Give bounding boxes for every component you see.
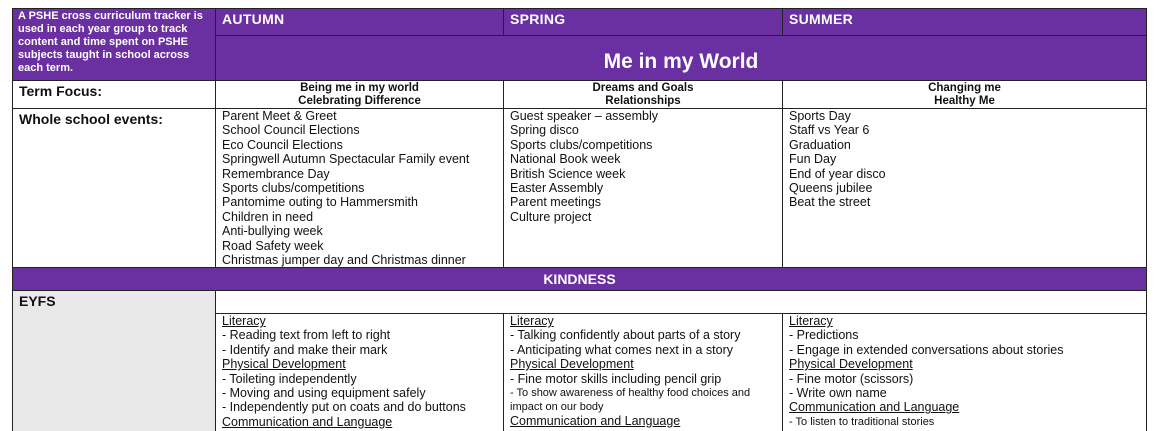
event-item: Pantomime outing to Hammersmith (222, 195, 418, 210)
eyfs-item: - Moving and using equipment safely (222, 386, 426, 401)
focus-line: Healthy Me (934, 95, 995, 107)
event-item: Parent meetings (510, 195, 602, 210)
subject-heading: Physical Development (510, 357, 634, 372)
season-spring: SPRING (504, 8, 783, 35)
intro-text: A PSHE cross curriculum tracker is used in each year group to track content and time spent on PSHE subjects taught in school across each term. (12, 8, 216, 81)
eyfs-item: - Fine motor skills including pencil grip (510, 371, 722, 386)
event-item: End of year disco (789, 166, 886, 181)
event-item: Easter Assembly (510, 181, 604, 196)
event-item: British Science week (510, 166, 626, 181)
term-focus-summer (783, 81, 1147, 109)
subject-heading: Literacy (789, 314, 833, 328)
term-focus-spring (504, 81, 783, 109)
events-spring (504, 109, 783, 268)
kindness-banner: KINDNESS (12, 268, 1147, 291)
subject-heading: Physical Development (789, 357, 913, 372)
eyfs-item: - Write own name (789, 386, 887, 401)
season-summer: SUMMER (783, 8, 1147, 35)
focus-line: Dreams and Goals (592, 82, 694, 94)
event-item: Guest speaker – assembly (510, 109, 658, 123)
event-item: Beat the street (789, 195, 871, 210)
eyfs-blank-row (216, 291, 1147, 314)
event-item: Sports clubs/competitions (222, 181, 365, 196)
events-autumn (216, 109, 504, 268)
focus-line: Celebrating Difference (298, 95, 421, 107)
eyfs-item: - Anticipating what comes next in a story (510, 342, 734, 357)
event-item: Christmas jumper day and Christmas dinner (222, 253, 466, 268)
subject-heading: Literacy (510, 314, 554, 328)
event-item: Children in need (222, 209, 314, 224)
events-summer (783, 109, 1147, 268)
event-item: Fun Day (789, 152, 837, 167)
event-item: Staff vs Year 6 (789, 123, 870, 138)
eyfs-item: - Engage in extended conversations about stories (789, 342, 1064, 357)
events-label: Whole school events: (12, 109, 216, 268)
eyfs-spring (504, 314, 783, 431)
subject-heading: Communication and Language (510, 414, 681, 429)
focus-line: Relationships (605, 95, 681, 107)
subject-heading: Literacy (222, 314, 266, 328)
event-item: Springwell Autumn Spectacular Family event (222, 152, 470, 167)
subject-heading: Physical Development (222, 357, 346, 372)
event-item: Culture project (510, 209, 592, 224)
event-item: Anti-bullying week (222, 224, 323, 239)
eyfs-summer (783, 314, 1147, 431)
event-item: Parent Meet & Greet (222, 109, 337, 123)
event-item: Sports Day (789, 109, 851, 123)
eyfs-item: - Fine motor (scissors) (789, 371, 914, 386)
theme-title: Me in my World (216, 35, 1147, 81)
eyfs-item: - Toileting independently (222, 371, 357, 386)
term-focus-autumn (216, 81, 504, 109)
event-item: Road Safety week (222, 238, 324, 253)
event-item: National Book week (510, 152, 621, 167)
event-item: Remembrance Day (222, 166, 330, 181)
eyfs-item: - Talking confidently about parts of a story (510, 328, 741, 343)
subject-heading: Communication and Language (789, 400, 960, 415)
eyfs-item: - Reading text from left to right (222, 328, 391, 343)
event-item: Queens jubilee (789, 181, 873, 196)
season-autumn: AUTUMN (216, 8, 504, 35)
pshe-tracker-table (12, 8, 1147, 431)
eyfs-item: - Predictions (789, 328, 859, 343)
event-item: Eco Council Elections (222, 137, 343, 152)
term-focus-label: Term Focus: (12, 81, 216, 109)
focus-line: Being me in my world (300, 82, 419, 94)
eyfs-label: EYFS (12, 291, 216, 431)
eyfs-item: - To show awareness of healthy food choices and impact on our body (510, 387, 751, 414)
event-item: Sports clubs/competitions (510, 137, 653, 152)
eyfs-item: - Identify and make their mark (222, 342, 388, 357)
eyfs-item: - Independently put on coats and do buttons (222, 400, 466, 415)
event-item: Graduation (789, 137, 851, 152)
subject-heading: Communication and Language (222, 414, 393, 429)
event-item: Spring disco (510, 123, 579, 138)
eyfs-item: - To listen to traditional stories (789, 415, 935, 428)
focus-line: Changing me (928, 82, 1001, 94)
eyfs-autumn (216, 314, 504, 431)
event-item: School Council Elections (222, 123, 360, 138)
